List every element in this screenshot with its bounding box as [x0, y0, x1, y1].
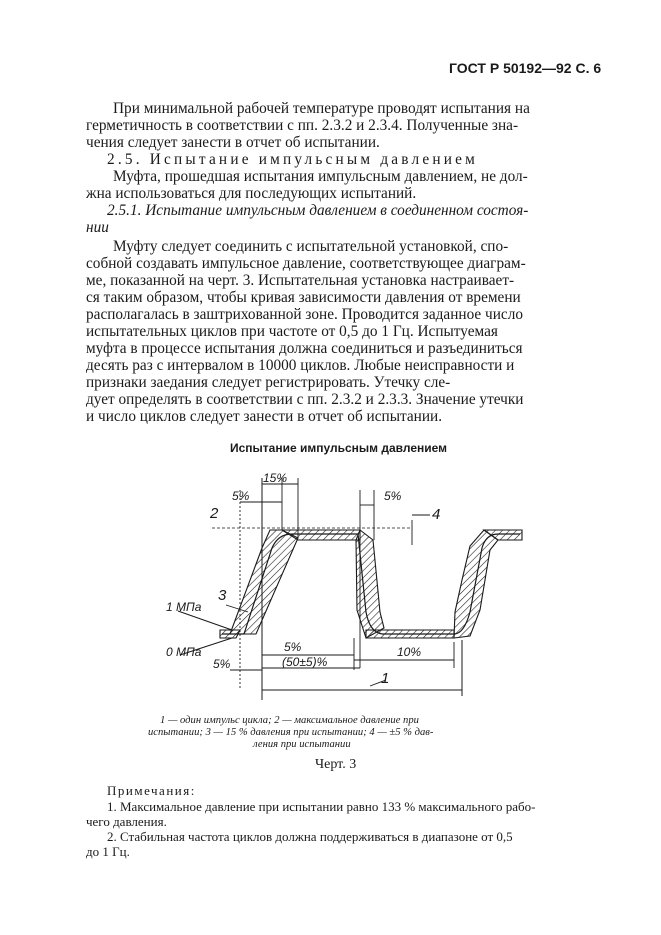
label-t5d: 5%: [213, 657, 231, 671]
label-n3: 3: [218, 587, 227, 604]
page-header: ГОСТ Р 50192—92 С. 6: [449, 60, 602, 76]
caption-line: испытании; 3 — 15 % давления при испытании; 4 — ±5 % дав-: [148, 727, 434, 738]
label-t15: 15%: [263, 471, 288, 485]
paragraph-line: муфта в процессе испытания должна соединиться и разъединиться: [86, 340, 523, 357]
figure-number: Черт. 3: [315, 757, 357, 772]
paragraph-line: располагалась в заштрихованной зоне. Проводится заданное число: [86, 306, 523, 323]
note-line: до 1 Гц.: [86, 844, 130, 859]
pulse-diagram: [150, 468, 530, 708]
paragraph-line: чения следует занести в отчет об испытании.: [86, 134, 380, 151]
notes-heading: Примечания:: [107, 783, 196, 798]
label-t50: (50±5)%: [282, 655, 328, 669]
label-0mpa: 0 МПа: [166, 645, 202, 659]
note-line: чего давления.: [86, 814, 167, 829]
label-t5b: 5%: [384, 489, 402, 503]
paragraph-line: испытательных циклов при частоте от 0,5 до 1 Гц. Испытуемая: [86, 323, 498, 340]
paragraph-line: дует определять в соответствии с пп. 2.3.2 и 2.3.3. Значение утечки: [86, 391, 524, 408]
note-line: 1. Максимальное давление при испытании равно 133 % максимального рабо-: [107, 799, 536, 814]
label-n4: 4: [432, 506, 441, 523]
paragraph-line: и число циклов следует занести в отчет об испытании.: [86, 408, 443, 425]
paragraph-line: собной создавать импульсное давление, соответствующее диаграм-: [86, 255, 526, 272]
paragraph-line: признаки заедания следует регистрировать. Утечку сле-: [86, 374, 451, 391]
label-1mpa: 1 МПа: [166, 600, 202, 614]
caption-line: 1 — один импульс цикла; 2 — максимальное давление при: [160, 715, 419, 726]
paragraph-line: жна использоваться для последующих испытаний.: [86, 185, 417, 202]
note-line: 2. Стабильная частота циклов должна поддерживаться в диапазоне от 0,5: [107, 829, 513, 844]
paragraph-line: Муфту следует соединить с испытательной установкой, спо-: [113, 238, 509, 255]
paragraph-line: десять раз с интервалом в 10000 циклов. Любые неисправности и: [86, 357, 515, 374]
label-n1: 1: [381, 670, 390, 687]
subsection-heading: 2.5.1. Испытание импульсным давлением в соединенном состоя-: [107, 202, 529, 219]
label-t10: 10%: [397, 645, 422, 659]
label-t5a: 5%: [232, 489, 250, 503]
caption-line: ления при испытании: [253, 739, 351, 750]
paragraph-line: герметичность в соответствии с пп. 2.3.2 и 2.3.4. Полученные зна-: [86, 117, 519, 134]
paragraph-line: Муфта, прошедшая испытания импульсным давлением, не дол-: [113, 168, 528, 185]
paragraph-line: ме, показанной на черт. 3. Испытательная установка настраивает-: [86, 272, 515, 289]
section-heading: 2.5. Испытание импульсным давлением: [107, 151, 478, 168]
figure-title: Испытание импульсным давлением: [230, 441, 448, 455]
paragraph-line: ся таким образом, чтобы кривая зависимости давления от времени: [86, 289, 521, 306]
label-t5c: 5%: [284, 640, 302, 654]
subsection-heading-cont: нии: [86, 219, 109, 236]
label-n2: 2: [210, 505, 219, 522]
hatched-zone-rise-2: [454, 530, 498, 638]
paragraph-line: При минимальной рабочей температуре проводят испытания на: [113, 100, 530, 117]
